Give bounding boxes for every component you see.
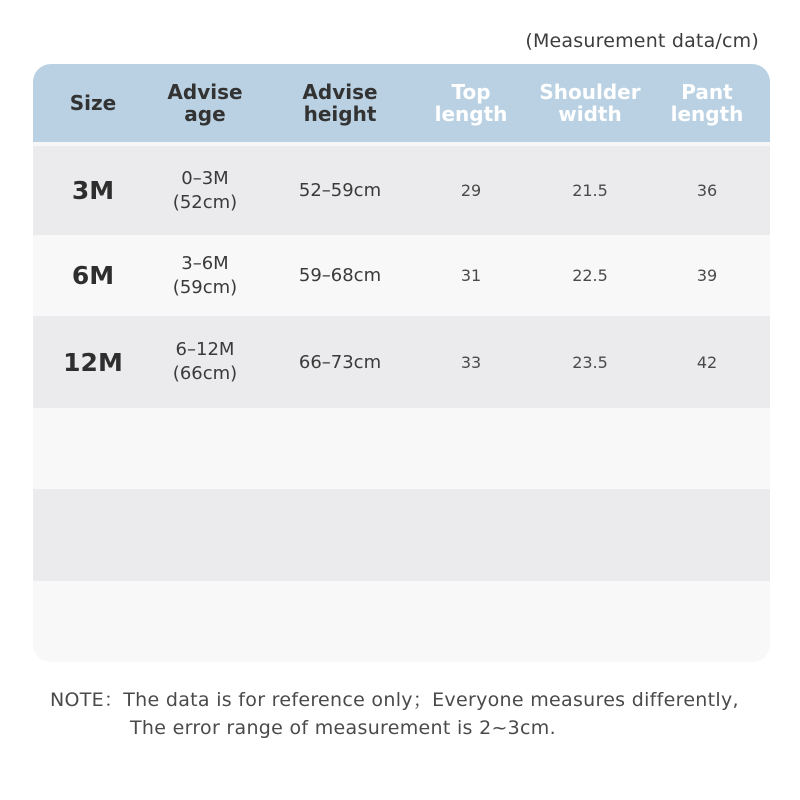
height-cell: 66–73cm (298, 351, 382, 373)
top-length-cell: 31 (460, 266, 482, 285)
header-top-length: Top length (434, 80, 508, 126)
top-length-cell: 33 (460, 352, 482, 372)
table-row (33, 316, 770, 408)
age-cell: 3–6M (59cm) (172, 252, 238, 298)
header-size: Size (69, 91, 117, 115)
note-text (50, 686, 739, 742)
top-length-cell: 29 (460, 181, 482, 200)
empty-row (33, 408, 770, 489)
header-pant-length: Pant length (670, 80, 744, 126)
empty-row (33, 581, 770, 662)
header-advise-age: Advise age (167, 80, 243, 126)
size-cell: 3M (71, 176, 115, 205)
header-advise-height: Advise height (302, 80, 378, 126)
height-cell: 52–59cm (298, 180, 382, 201)
header-shoulder-width: Shoulder width (539, 80, 641, 126)
age-cell: 0–3M (52cm) (172, 167, 238, 213)
size-cell: 6M (71, 261, 115, 290)
unit-label: (Measurement data/cm) (525, 30, 759, 52)
shoulder-width-cell: 23.5 (572, 352, 608, 372)
size-table (33, 64, 770, 662)
table-row (33, 146, 770, 235)
age-cell: 6–12M (66cm) (172, 339, 238, 384)
pant-length-cell: 42 (696, 352, 718, 372)
note-line-2: The error range of measurement is 2~3cm. (130, 717, 556, 739)
empty-row (33, 489, 770, 581)
size-cell: 12M (63, 347, 123, 377)
table-header (33, 64, 770, 142)
pant-length-cell: 39 (696, 266, 718, 285)
table-row (33, 235, 770, 316)
shoulder-width-cell: 22.5 (572, 266, 608, 285)
pant-length-cell: 36 (696, 181, 718, 200)
height-cell: 59–68cm (298, 265, 382, 286)
note-line-1: NOTE：The data is for reference only；Everyone measures differently, (50, 689, 739, 711)
shoulder-width-cell: 21.5 (572, 181, 608, 200)
